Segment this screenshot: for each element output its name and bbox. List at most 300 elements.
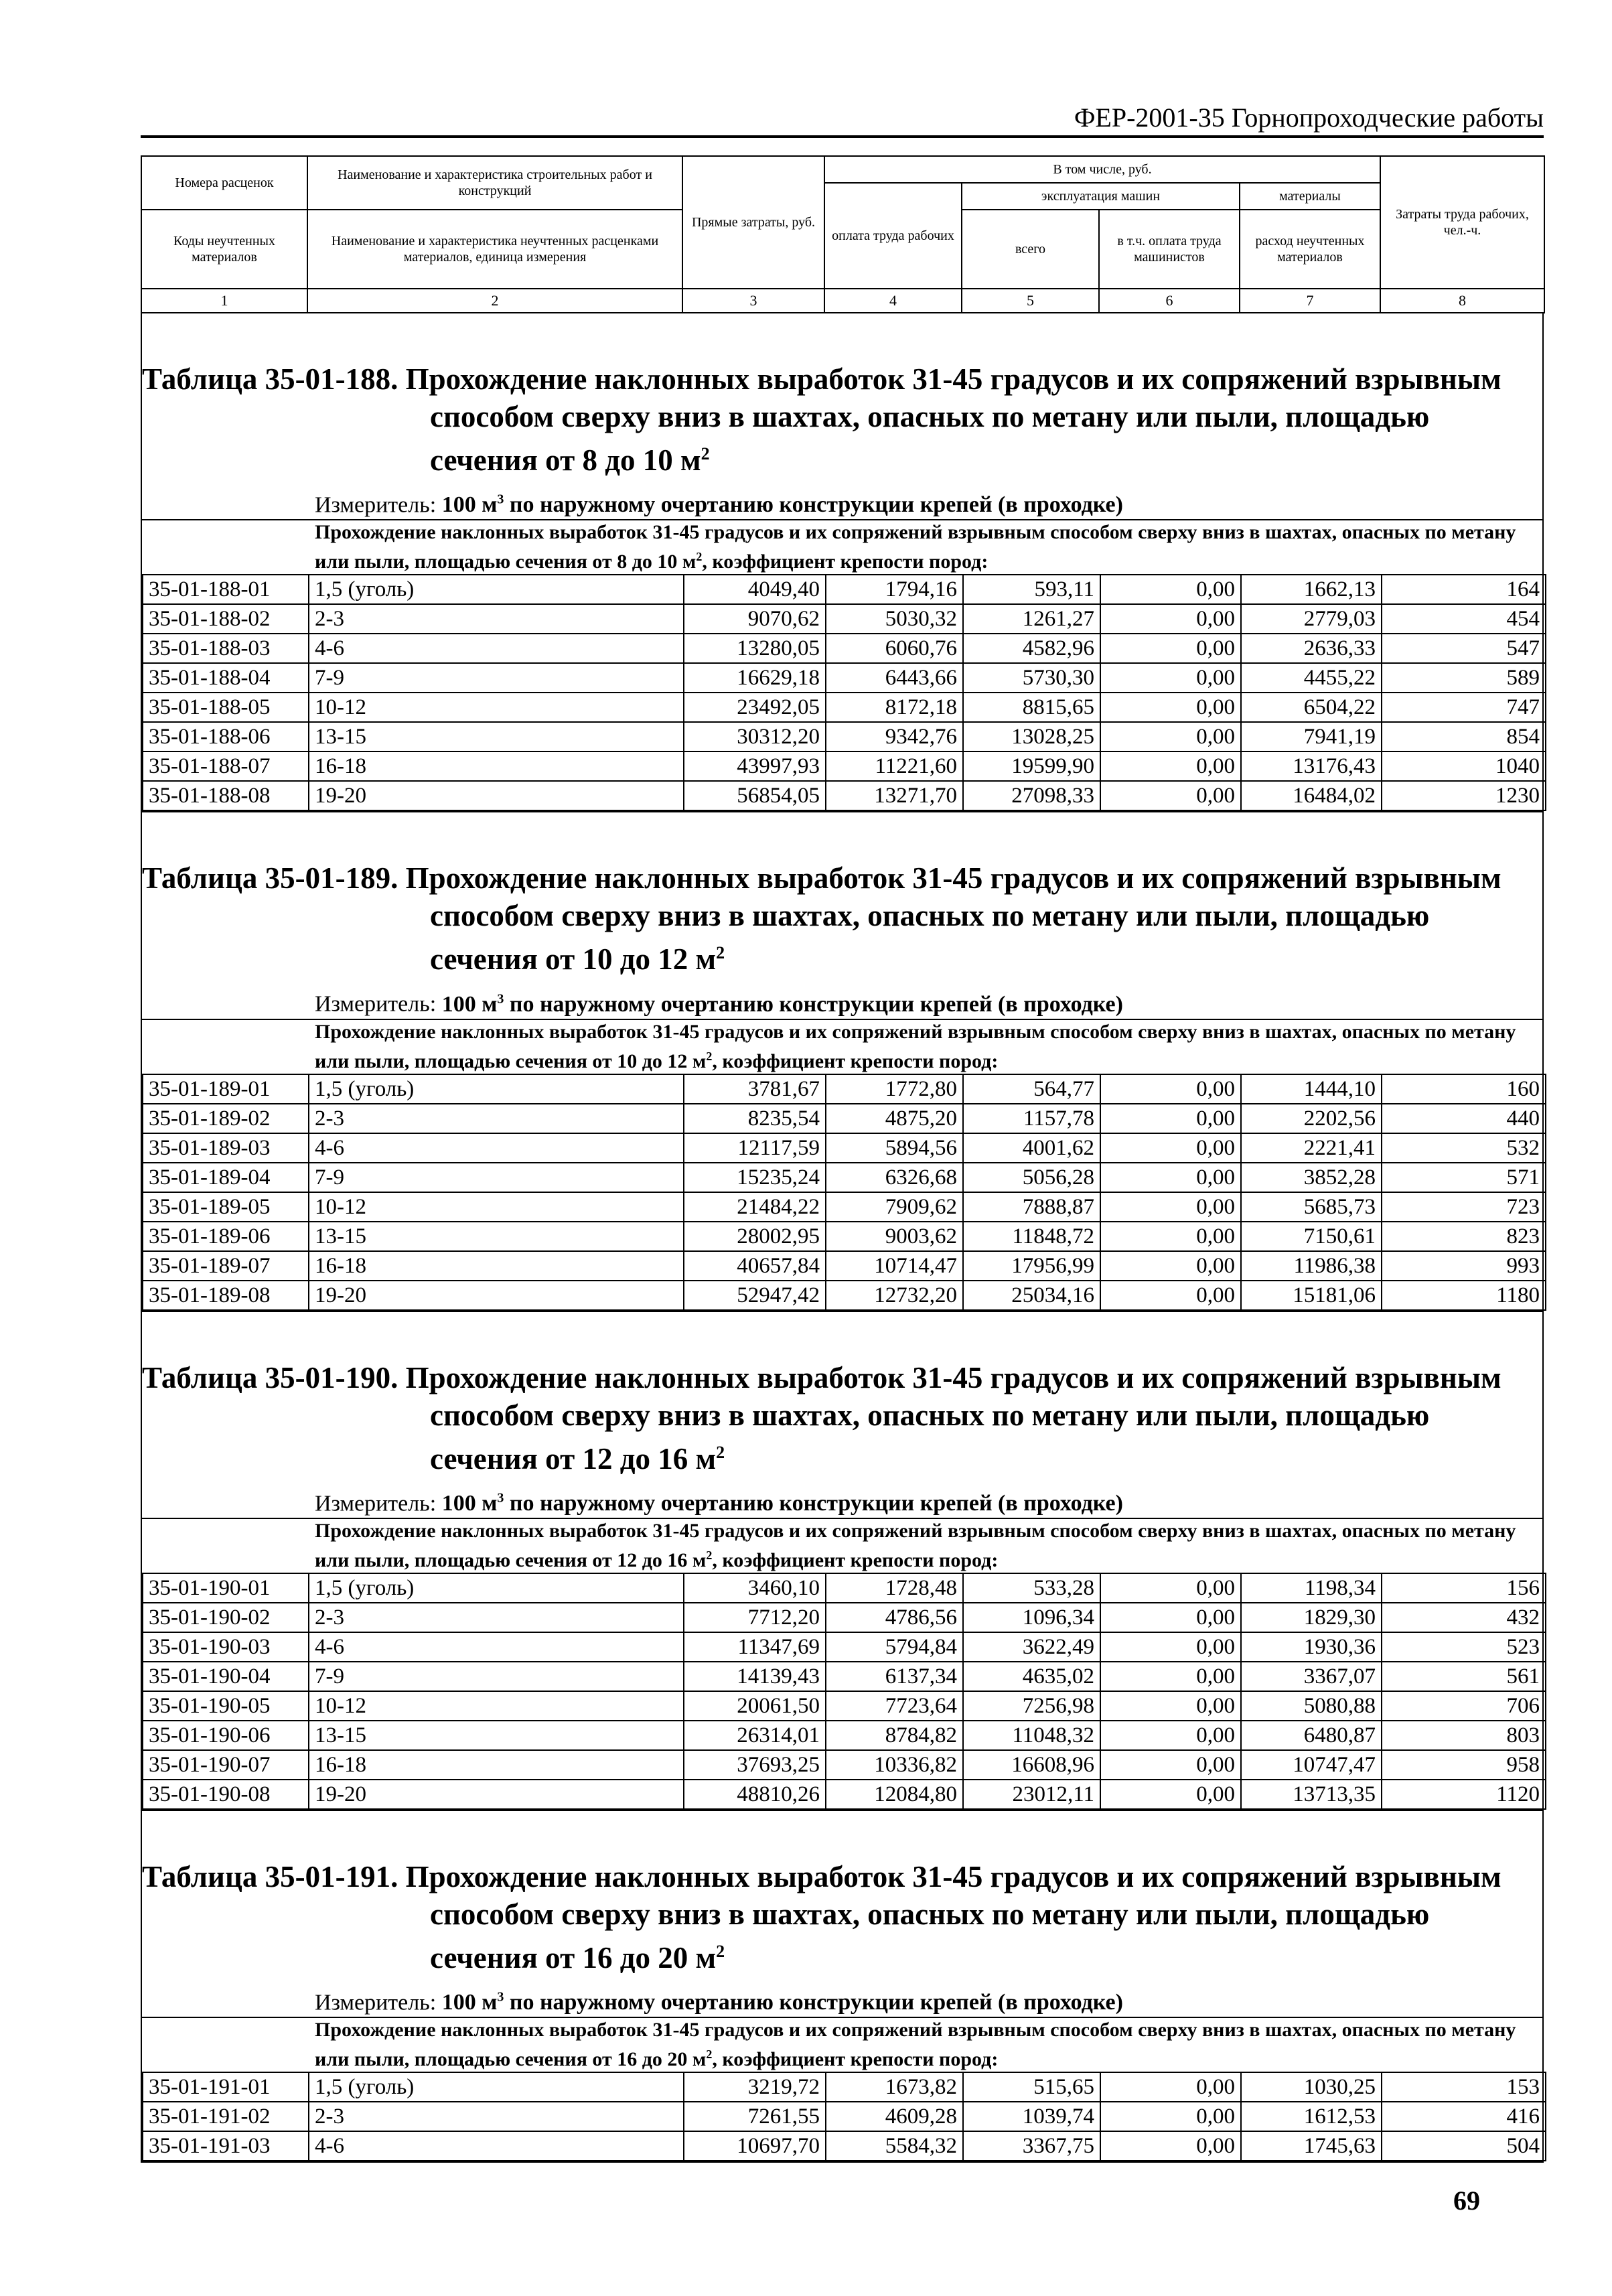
rate-code-cell: 35-01-188-01 <box>143 575 309 604</box>
section-frame <box>141 1359 1544 1811</box>
rate-code-cell: 35-01-189-01 <box>143 1074 309 1104</box>
rock-hardness-cell: 13-15 <box>309 1222 684 1251</box>
desc-rest: , коэффициент крепости пород: <box>702 551 988 573</box>
table-row <box>143 1750 1546 1780</box>
col-num-1: 1 <box>141 289 307 313</box>
col-num-3: 3 <box>682 289 824 313</box>
section-gap <box>141 1312 1544 1359</box>
meter-rest: по наружному очертанию конструкции крепей (в проходке) <box>504 1990 1123 2015</box>
labor-pay-cell: 5894,56 <box>826 1133 963 1163</box>
machinist-pay-cell: 0,00 <box>1100 1104 1241 1133</box>
rate-code-cell: 35-01-190-08 <box>143 1780 309 1809</box>
direct-costs-cell: 13280,05 <box>684 634 826 663</box>
rate-code-cell: 35-01-189-08 <box>143 1281 309 1310</box>
materials-cell: 13176,43 <box>1241 751 1382 781</box>
table-row <box>143 1104 1546 1133</box>
rock-hardness-cell: 2-3 <box>309 1603 684 1632</box>
table-row <box>143 722 1546 751</box>
table-row <box>143 1281 1546 1310</box>
direct-costs-cell: 43997,93 <box>684 751 826 781</box>
header-rate-number: Номера расценок <box>141 156 307 210</box>
materials-cell: 15181,06 <box>1241 1281 1382 1310</box>
machines-total-cell: 1157,78 <box>963 1104 1100 1133</box>
rate-code-cell: 35-01-189-06 <box>143 1222 309 1251</box>
labor-pay-cell: 5584,32 <box>826 2131 963 2161</box>
table-row <box>143 781 1546 810</box>
labor-hours-cell: 823 <box>1382 1222 1546 1251</box>
machinist-pay-cell: 0,00 <box>1100 1780 1241 1809</box>
header-unaccounted-materials: расход неучтенных материалов <box>1240 210 1380 289</box>
desc-main: Прохождение наклонных выработок 31-45 градусов и их сопряжений взрывным способом сверху вниз в шахтах, опасных по метану или пыли, площадью сечения от 10 до 12 м <box>315 1020 1516 1072</box>
rock-hardness-cell: 4-6 <box>309 1632 684 1662</box>
meter-sup: 3 <box>497 1989 504 2005</box>
rock-hardness-cell: 19-20 <box>309 781 684 810</box>
section-gap <box>141 1811 1544 1858</box>
rate-code-cell: 35-01-190-05 <box>143 1691 309 1721</box>
labor-pay-cell: 4786,56 <box>826 1603 963 1632</box>
machinist-pay-cell: 0,00 <box>1100 663 1241 693</box>
labor-pay-cell: 1673,82 <box>826 2072 963 2102</box>
direct-costs-cell: 7261,55 <box>684 2102 826 2131</box>
header-material-names: Наименование и характеристика неучтенных расценками материалов, единица измерения <box>307 210 682 289</box>
rate-code-cell: 35-01-191-03 <box>143 2131 309 2161</box>
labor-pay-cell: 1772,80 <box>826 1074 963 1104</box>
table-row <box>143 1133 1546 1163</box>
section-frame <box>141 1858 1544 2163</box>
machinist-pay-cell: 0,00 <box>1100 722 1241 751</box>
rock-hardness-cell: 16-18 <box>309 1251 684 1281</box>
machines-total-cell: 7888,87 <box>963 1192 1100 1222</box>
rate-code-cell: 35-01-188-03 <box>143 634 309 663</box>
labor-pay-cell: 4875,20 <box>826 1104 963 1133</box>
machines-total-cell: 5730,30 <box>963 663 1100 693</box>
rock-hardness-cell: 4-6 <box>309 2131 684 2161</box>
materials-cell: 1745,63 <box>1241 2131 1382 2161</box>
page-number: 69 <box>1453 2185 1480 2216</box>
direct-costs-cell: 37693,25 <box>684 1750 826 1780</box>
rock-hardness-cell: 10-12 <box>309 1192 684 1222</box>
rate-code-cell: 35-01-188-08 <box>143 781 309 810</box>
materials-cell: 13713,35 <box>1241 1780 1382 1809</box>
meter-label: Измеритель: <box>315 1990 442 2015</box>
labor-pay-cell: 5794,84 <box>826 1632 963 1662</box>
materials-cell: 1829,30 <box>1241 1603 1382 1632</box>
rate-code-cell: 35-01-188-05 <box>143 693 309 722</box>
meter-sup: 3 <box>497 492 504 507</box>
document-page <box>141 100 1544 2163</box>
col-num-2: 2 <box>307 289 682 313</box>
title-main: Прохождение наклонных выработок 31-45 градусов и их сопряжений взрывным способом сверху вниз в шахтах, опасных по метану или пыли, площадью сечения от 10 до 12 м <box>405 861 1501 977</box>
title-lead: Таблица 35-01-191. <box>142 1859 398 1893</box>
labor-hours-cell: 723 <box>1382 1192 1546 1222</box>
labor-hours-cell: 164 <box>1382 575 1546 604</box>
machinist-pay-cell: 0,00 <box>1100 1163 1241 1192</box>
machinist-pay-cell: 0,00 <box>1100 1662 1241 1691</box>
labor-hours-cell: 1230 <box>1382 781 1546 810</box>
measure-unit <box>142 1484 1542 1518</box>
desc-rest: , коэффициент крепости пород: <box>712 1050 999 1072</box>
labor-pay-cell: 10714,47 <box>826 1251 963 1281</box>
labor-pay-cell: 7723,64 <box>826 1691 963 1721</box>
header-labor-hours: Затраты труда рабочих, чел.-ч. <box>1380 156 1544 289</box>
labor-hours-cell: 589 <box>1382 663 1546 693</box>
desc-sup: 2 <box>706 2048 713 2062</box>
machinist-pay-cell: 0,00 <box>1100 1192 1241 1222</box>
rate-table-section <box>141 812 1544 1311</box>
labor-hours-cell: 1180 <box>1382 1281 1546 1310</box>
machines-total-cell: 515,65 <box>963 2072 1100 2102</box>
rock-hardness-cell: 1,5 (уголь) <box>309 2072 684 2102</box>
machinist-pay-cell: 0,00 <box>1100 575 1241 604</box>
table-row <box>143 1163 1546 1192</box>
direct-costs-cell: 26314,01 <box>684 1721 826 1750</box>
rock-hardness-cell: 13-15 <box>309 1721 684 1750</box>
meter-rest: по наружному очертанию конструкции крепей (в проходке) <box>504 492 1123 518</box>
rate-code-cell: 35-01-190-03 <box>143 1632 309 1662</box>
title-main: Прохождение наклонных выработок 31-45 градусов и их сопряжений взрывным способом сверху вниз в шахтах, опасных по метану или пыли, площадью сечения от 16 до 20 м <box>405 1859 1501 1975</box>
materials-cell: 3367,07 <box>1241 1662 1382 1691</box>
direct-costs-cell: 3460,10 <box>684 1573 826 1603</box>
machines-total-cell: 11848,72 <box>963 1222 1100 1251</box>
labor-hours-cell: 993 <box>1382 1251 1546 1281</box>
table-row <box>143 575 1546 604</box>
machinist-pay-cell: 0,00 <box>1100 1750 1241 1780</box>
direct-costs-cell: 9070,62 <box>684 604 826 634</box>
machinist-pay-cell: 0,00 <box>1100 751 1241 781</box>
materials-cell: 5685,73 <box>1241 1192 1382 1222</box>
materials-cell: 3852,28 <box>1241 1163 1382 1192</box>
rate-code-cell: 35-01-188-04 <box>143 663 309 693</box>
meter-sup: 3 <box>497 991 504 1007</box>
labor-pay-cell: 5030,32 <box>826 604 963 634</box>
labor-hours-cell: 432 <box>1382 1603 1546 1632</box>
labor-pay-cell: 12084,80 <box>826 1780 963 1809</box>
section-gap <box>141 313 1544 360</box>
materials-cell: 6504,22 <box>1241 693 1382 722</box>
rate-code-cell: 35-01-190-06 <box>143 1721 309 1750</box>
direct-costs-cell: 11347,69 <box>684 1632 826 1662</box>
header-materials: материалы <box>1240 183 1380 210</box>
labor-hours-cell: 504 <box>1382 2131 1546 2161</box>
title-sup: 2 <box>701 444 710 463</box>
materials-cell: 1030,25 <box>1241 2072 1382 2102</box>
direct-costs-cell: 3781,67 <box>684 1074 826 1104</box>
table-title <box>142 1359 1542 1478</box>
rate-code-cell: 35-01-191-01 <box>143 2072 309 2102</box>
title-lead: Таблица 35-01-190. <box>142 1360 398 1394</box>
labor-hours-cell: 440 <box>1382 1104 1546 1133</box>
labor-pay-cell: 9342,76 <box>826 722 963 751</box>
table-title <box>142 859 1542 978</box>
header-including: В том числе, руб. <box>824 156 1380 183</box>
table-row <box>143 2102 1546 2131</box>
rate-code-cell: 35-01-189-04 <box>143 1163 309 1192</box>
col-num-5: 5 <box>962 289 1099 313</box>
table-row <box>143 1632 1546 1662</box>
labor-pay-cell: 7909,62 <box>826 1192 963 1222</box>
header-labor-pay: оплата труда рабочих <box>824 183 962 289</box>
rock-hardness-cell: 16-18 <box>309 751 684 781</box>
desc-main: Прохождение наклонных выработок 31-45 градусов и их сопряжений взрывным способом сверху вниз в шахтах, опасных по метану или пыли, площадью сечения от 16 до 20 м <box>315 2019 1516 2071</box>
table-row <box>143 634 1546 663</box>
labor-hours-cell: 153 <box>1382 2072 1546 2102</box>
table-row <box>143 1721 1546 1750</box>
title-lead: Таблица 35-01-188. <box>142 362 398 396</box>
header-machinist-pay: в т.ч. оплата труда машинистов <box>1099 210 1240 289</box>
machines-total-cell: 13028,25 <box>963 722 1100 751</box>
machinist-pay-cell: 0,00 <box>1100 1133 1241 1163</box>
machinist-pay-cell: 0,00 <box>1100 1632 1241 1662</box>
labor-hours-cell: 1120 <box>1382 1780 1546 1809</box>
materials-cell: 2636,33 <box>1241 634 1382 663</box>
labor-pay-cell: 6137,34 <box>826 1662 963 1691</box>
rates-table <box>142 2072 1546 2161</box>
machinist-pay-cell: 0,00 <box>1100 693 1241 722</box>
rock-hardness-cell: 13-15 <box>309 722 684 751</box>
labor-pay-cell: 1728,48 <box>826 1573 963 1603</box>
labor-pay-cell: 8172,18 <box>826 693 963 722</box>
meter-label: Измеритель: <box>315 1490 442 1516</box>
rock-hardness-cell: 4-6 <box>309 1133 684 1163</box>
machinist-pay-cell: 0,00 <box>1100 781 1241 810</box>
machines-total-cell: 16608,96 <box>963 1750 1100 1780</box>
rock-hardness-cell: 2-3 <box>309 604 684 634</box>
rock-hardness-cell: 2-3 <box>309 2102 684 2131</box>
machines-total-cell: 8815,65 <box>963 693 1100 722</box>
rock-hardness-cell: 1,5 (уголь) <box>309 1074 684 1104</box>
meter-label: Измеритель: <box>315 492 442 518</box>
machines-total-cell: 1039,74 <box>963 2102 1100 2131</box>
rock-hardness-cell: 4-6 <box>309 634 684 663</box>
machines-total-cell: 593,11 <box>963 575 1100 604</box>
work-description <box>142 1019 1542 1074</box>
section-gap <box>141 812 1544 859</box>
rate-code-cell: 35-01-190-02 <box>143 1603 309 1632</box>
header-machines: эксплуатация машин <box>962 183 1240 210</box>
materials-cell: 11986,38 <box>1241 1251 1382 1281</box>
direct-costs-cell: 16629,18 <box>684 663 826 693</box>
machines-total-cell: 7256,98 <box>963 1691 1100 1721</box>
materials-cell: 6480,87 <box>1241 1721 1382 1750</box>
rates-table <box>142 574 1546 811</box>
labor-hours-cell: 747 <box>1382 693 1546 722</box>
table-title <box>142 360 1542 479</box>
meter-value: 100 м <box>441 492 498 518</box>
title-main: Прохождение наклонных выработок 31-45 градусов и их сопряжений взрывным способом сверху вниз в шахтах, опасных по метану или пыли, площадью сечения от 8 до 10 м <box>405 362 1501 477</box>
labor-hours-cell: 156 <box>1382 1573 1546 1603</box>
title-sup: 2 <box>716 1941 725 1961</box>
meter-sup: 3 <box>497 1490 504 1506</box>
section-frame <box>141 360 1544 812</box>
rock-hardness-cell: 16-18 <box>309 1750 684 1780</box>
machines-total-cell: 3367,75 <box>963 2131 1100 2161</box>
labor-pay-cell: 8784,82 <box>826 1721 963 1750</box>
meter-rest: по наружному очертанию конструкции крепей (в проходке) <box>504 1490 1123 1516</box>
desc-main: Прохождение наклонных выработок 31-45 градусов и их сопряжений взрывным способом сверху вниз в шахтах, опасных по метану или пыли, площадью сечения от 12 до 16 м <box>315 1519 1516 1571</box>
machinist-pay-cell: 0,00 <box>1100 1603 1241 1632</box>
table-title <box>142 1858 1542 1977</box>
direct-costs-cell: 14139,43 <box>684 1662 826 1691</box>
desc-sup: 2 <box>706 1548 713 1562</box>
col-num-7: 7 <box>1240 289 1380 313</box>
machines-total-cell: 3622,49 <box>963 1632 1100 1662</box>
labor-pay-cell: 12732,20 <box>826 1281 963 1310</box>
labor-hours-cell: 547 <box>1382 634 1546 663</box>
materials-cell: 16484,02 <box>1241 781 1382 810</box>
machines-total-cell: 25034,16 <box>963 1281 1100 1310</box>
table-row <box>143 1603 1546 1632</box>
header-material-codes: Коды неучтенных материалов <box>141 210 307 289</box>
rock-hardness-cell: 19-20 <box>309 1281 684 1310</box>
running-head: ФЕР-2001-35 Горнопроходческие работы <box>141 100 1544 138</box>
work-description <box>142 2017 1542 2072</box>
machines-total-cell: 19599,90 <box>963 751 1100 781</box>
machines-total-cell: 4635,02 <box>963 1662 1100 1691</box>
rock-hardness-cell: 7-9 <box>309 1662 684 1691</box>
header-direct-costs: Прямые затраты, руб. <box>682 156 824 289</box>
direct-costs-cell: 15235,24 <box>684 1163 826 1192</box>
table-row <box>143 663 1546 693</box>
rate-table-section <box>141 1312 1544 1811</box>
machinist-pay-cell: 0,00 <box>1100 2102 1241 2131</box>
table-row <box>143 1222 1546 1251</box>
rock-hardness-cell: 19-20 <box>309 1780 684 1809</box>
machines-total-cell: 564,77 <box>963 1074 1100 1104</box>
rock-hardness-cell: 10-12 <box>309 1691 684 1721</box>
table-row <box>143 2131 1546 2161</box>
labor-hours-cell: 160 <box>1382 1074 1546 1104</box>
work-description <box>142 1518 1542 1573</box>
rate-code-cell: 35-01-189-02 <box>143 1104 309 1133</box>
direct-costs-cell: 20061,50 <box>684 1691 826 1721</box>
materials-cell: 5080,88 <box>1241 1691 1382 1721</box>
meter-value: 100 м <box>441 1990 498 2015</box>
rock-hardness-cell: 7-9 <box>309 1163 684 1192</box>
title-sup: 2 <box>716 1442 725 1462</box>
direct-costs-cell: 12117,59 <box>684 1133 826 1163</box>
materials-cell: 1930,36 <box>1241 1632 1382 1662</box>
rock-hardness-cell: 10-12 <box>309 693 684 722</box>
machines-total-cell: 23012,11 <box>963 1780 1100 1809</box>
table-row <box>143 1691 1546 1721</box>
materials-cell: 1444,10 <box>1241 1074 1382 1104</box>
labor-hours-cell: 958 <box>1382 1750 1546 1780</box>
col-num-4: 4 <box>824 289 962 313</box>
column-header-table <box>141 155 1545 313</box>
machinist-pay-cell: 0,00 <box>1100 1281 1241 1310</box>
labor-hours-cell: 706 <box>1382 1691 1546 1721</box>
rate-code-cell: 35-01-189-07 <box>143 1251 309 1281</box>
machinist-pay-cell: 0,00 <box>1100 604 1241 634</box>
rock-hardness-cell: 7-9 <box>309 663 684 693</box>
work-description <box>142 519 1542 574</box>
direct-costs-cell: 7712,20 <box>684 1603 826 1632</box>
labor-pay-cell: 6060,76 <box>826 634 963 663</box>
labor-pay-cell: 13271,70 <box>826 781 963 810</box>
labor-hours-cell: 454 <box>1382 604 1546 634</box>
table-row <box>143 2072 1546 2102</box>
machinist-pay-cell: 0,00 <box>1100 1573 1241 1603</box>
meter-value: 100 м <box>441 991 498 1017</box>
desc-rest: , коэффициент крепости пород: <box>712 2048 999 2071</box>
labor-hours-cell: 416 <box>1382 2102 1546 2131</box>
machinist-pay-cell: 0,00 <box>1100 2072 1241 2102</box>
labor-hours-cell: 523 <box>1382 1632 1546 1662</box>
desc-rest: , коэффициент крепости пород: <box>712 1549 999 1571</box>
labor-pay-cell: 11221,60 <box>826 751 963 781</box>
measure-unit <box>142 1983 1542 2017</box>
labor-pay-cell: 1794,16 <box>826 575 963 604</box>
direct-costs-cell: 52947,42 <box>684 1281 826 1310</box>
direct-costs-cell: 30312,20 <box>684 722 826 751</box>
materials-cell: 1198,34 <box>1241 1573 1382 1603</box>
labor-hours-cell: 571 <box>1382 1163 1546 1192</box>
rate-code-cell: 35-01-188-07 <box>143 751 309 781</box>
table-row <box>143 1573 1546 1603</box>
desc-sup: 2 <box>706 1049 713 1063</box>
rate-tables <box>141 313 1544 2163</box>
rock-hardness-cell: 1,5 (уголь) <box>309 575 684 604</box>
header-machines-total: всего <box>962 210 1099 289</box>
machines-total-cell: 5056,28 <box>963 1163 1100 1192</box>
desc-main: Прохождение наклонных выработок 31-45 градусов и их сопряжений взрывным способом сверху вниз в шахтах, опасных по метану или пыли, площадью сечения от 8 до 10 м <box>315 521 1516 573</box>
machinist-pay-cell: 0,00 <box>1100 634 1241 663</box>
measure-unit <box>142 985 1542 1018</box>
table-row <box>143 751 1546 781</box>
rate-code-cell: 35-01-188-02 <box>143 604 309 634</box>
header-work-name: Наименование и характеристика строительных работ и конструкций <box>307 156 682 210</box>
rock-hardness-cell: 2-3 <box>309 1104 684 1133</box>
labor-hours-cell: 561 <box>1382 1662 1546 1691</box>
col-num-8: 8 <box>1380 289 1544 313</box>
meter-rest: по наружному очертанию конструкции крепей (в проходке) <box>504 991 1123 1017</box>
direct-costs-cell: 56854,05 <box>684 781 826 810</box>
rate-code-cell: 35-01-190-07 <box>143 1750 309 1780</box>
direct-costs-cell: 4049,40 <box>684 575 826 604</box>
table-row <box>143 604 1546 634</box>
rates-table <box>142 1074 1546 1311</box>
table-row <box>143 1251 1546 1281</box>
machinist-pay-cell: 0,00 <box>1100 1691 1241 1721</box>
machinist-pay-cell: 0,00 <box>1100 2131 1241 2161</box>
materials-cell: 10747,47 <box>1241 1750 1382 1780</box>
rates-table <box>142 1573 1546 1810</box>
materials-cell: 7941,19 <box>1241 722 1382 751</box>
rate-code-cell: 35-01-190-04 <box>143 1662 309 1691</box>
rock-hardness-cell: 1,5 (уголь) <box>309 1573 684 1603</box>
table-row <box>143 1074 1546 1104</box>
labor-hours-cell: 803 <box>1382 1721 1546 1750</box>
measure-unit <box>142 486 1542 519</box>
direct-costs-cell: 8235,54 <box>684 1104 826 1133</box>
rate-code-cell: 35-01-189-05 <box>143 1192 309 1222</box>
labor-hours-cell: 1040 <box>1382 751 1546 781</box>
direct-costs-cell: 28002,95 <box>684 1222 826 1251</box>
machines-total-cell: 27098,33 <box>963 781 1100 810</box>
machinist-pay-cell: 0,00 <box>1100 1222 1241 1251</box>
machines-total-cell: 11048,32 <box>963 1721 1100 1750</box>
title-sup: 2 <box>716 943 725 963</box>
labor-pay-cell: 6326,68 <box>826 1163 963 1192</box>
table-row <box>143 1662 1546 1691</box>
labor-hours-cell: 532 <box>1382 1133 1546 1163</box>
materials-cell: 2221,41 <box>1241 1133 1382 1163</box>
direct-costs-cell: 21484,22 <box>684 1192 826 1222</box>
machines-total-cell: 1261,27 <box>963 604 1100 634</box>
materials-cell: 7150,61 <box>1241 1222 1382 1251</box>
direct-costs-cell: 48810,26 <box>684 1780 826 1809</box>
machines-total-cell: 4582,96 <box>963 634 1100 663</box>
